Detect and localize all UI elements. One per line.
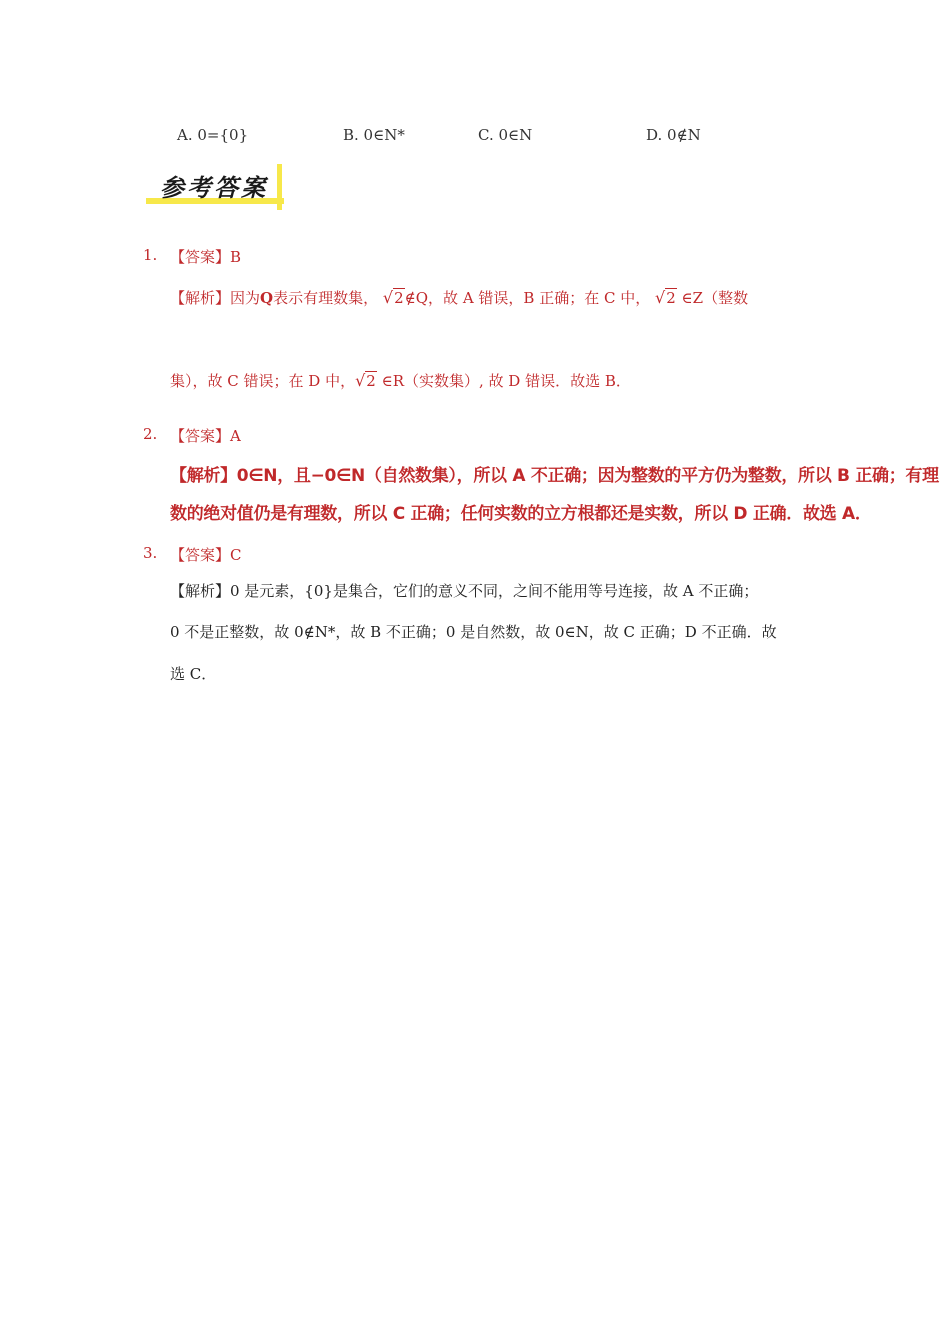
answer-2-analysis-line-2: 数的绝对值仍是有理数，所以 C 正确；任何实数的立方根都还是实数，所以 D 正确．故选 A． bbox=[170, 504, 872, 524]
answer-2-answer: 【答案】A bbox=[170, 427, 241, 445]
heading-text: 参考答案 bbox=[160, 173, 268, 202]
text: ∈Z（整数 bbox=[681, 289, 749, 307]
text: 集），故 C 错误；在 D 中， bbox=[170, 372, 356, 390]
heading-vertical-bar bbox=[277, 164, 282, 210]
answer-2-number: 2. bbox=[143, 425, 158, 443]
text: ∈R（实数集）, 故 D 错误．故选 B． bbox=[381, 372, 631, 390]
answer-1-analysis-line-1 bbox=[170, 287, 748, 308]
text: 因为 bbox=[230, 289, 261, 307]
answer-3-analysis-line-1: 【解析】0 是元素，{0}是集合，它们的意义不同，之间不能用等号连接，故 A 不正确； bbox=[170, 582, 759, 600]
option-a: A. 0={0} bbox=[177, 126, 249, 144]
option-b: B. 0∈N* bbox=[343, 126, 405, 144]
answer-3-analysis-line-2: 0 不是正整数，故 0∉N*，故 B 不正确；0 是自然数，故 0∈N，故 C 正确；D 不正确．故 bbox=[170, 623, 777, 641]
option-d: D. 0∉N bbox=[646, 126, 701, 144]
reference-answer-heading bbox=[146, 162, 288, 212]
answer-1-analysis-line-2 bbox=[170, 370, 631, 391]
answer-2-analysis-line-1: 【解析】0∈N，且−0∈N（自然数集），所以 A 不正确；因为整数的平方仍为整数，所以 B 正确；有理 bbox=[170, 466, 939, 486]
analysis-label: 【解析】 bbox=[170, 289, 231, 307]
answer-3-number: 3. bbox=[143, 544, 158, 562]
answer-1-number: 1. bbox=[143, 246, 158, 264]
answer-3-analysis-line-3: 选 C． bbox=[170, 665, 217, 683]
text: ∉Q，故 A 错误，B 正确；在 C 中， bbox=[404, 289, 651, 307]
option-c: C. 0∈N bbox=[478, 126, 533, 144]
sqrt-symbol: √2 bbox=[355, 371, 376, 390]
answer-3-answer: 【答案】C bbox=[170, 546, 242, 564]
set-q: Q bbox=[260, 289, 274, 307]
sqrt-symbol: √2 bbox=[655, 288, 676, 307]
answer-1-answer: 【答案】B bbox=[170, 248, 242, 266]
text: 表示有理数集， bbox=[273, 289, 379, 307]
sqrt-symbol: √2 bbox=[382, 288, 404, 307]
